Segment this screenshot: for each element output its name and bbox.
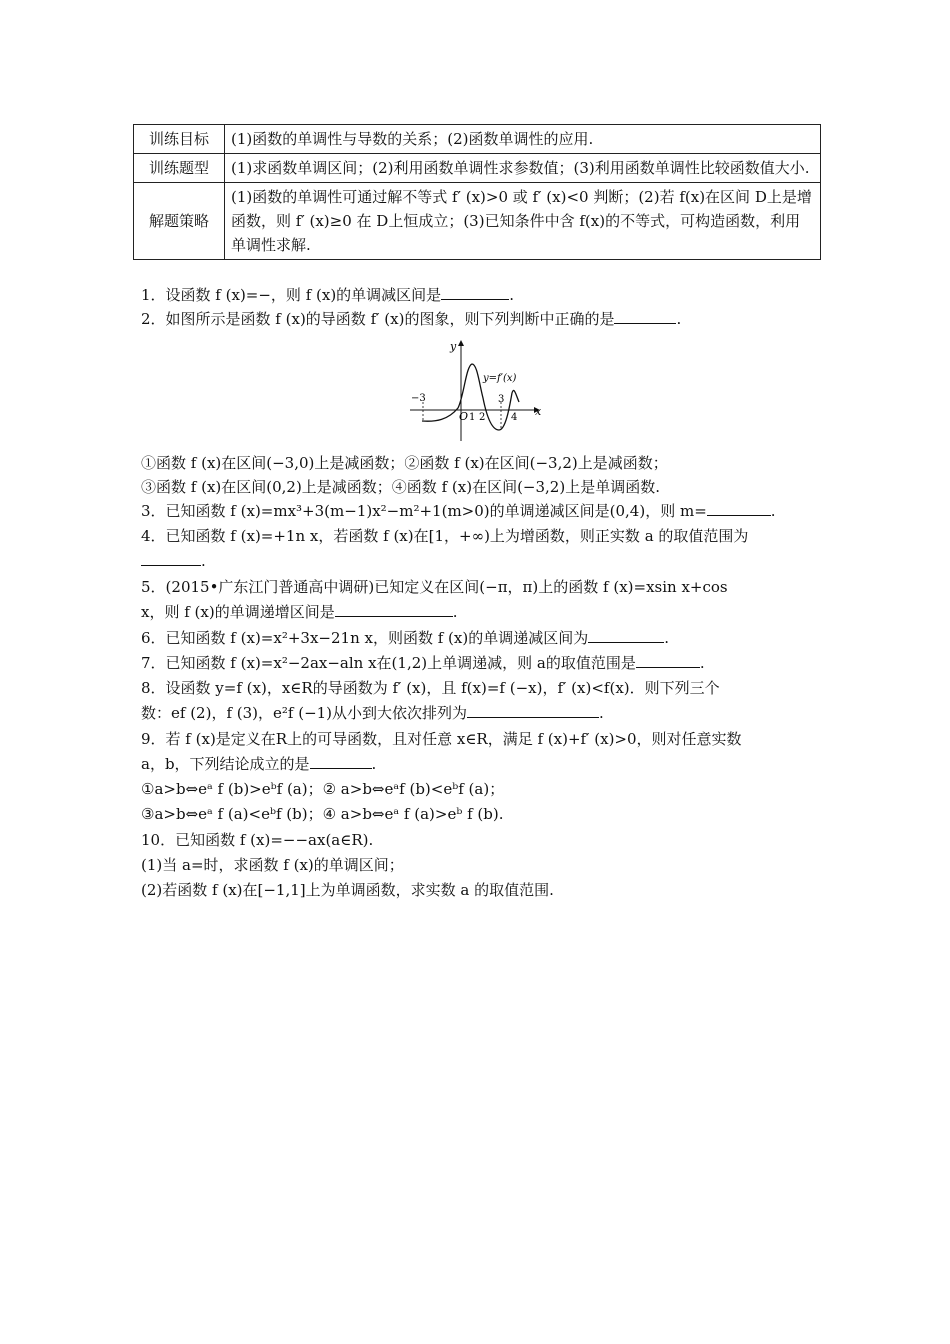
tick-label: 2 — [479, 412, 486, 423]
question-end: . — [770, 502, 776, 520]
table-row — [134, 183, 821, 260]
question-5-continued — [141, 600, 823, 625]
question-end: . — [201, 552, 206, 570]
question-3 — [141, 499, 823, 524]
question-text: 2．如图所示是函数 f (x)的导函数 f′ (x)的图象，则下列判断中正确的是 — [141, 310, 615, 328]
question-6 — [141, 626, 823, 651]
question-4: 4．已知函数 f (x)=+1n x，若函数 f (x)在[1，+∞)上为增函数，则正实数 a 的取值范围为 — [141, 527, 749, 545]
row-content: (1)求函数单调区间；(2)利用函数单调性求参数值；(3)利用函数单调性比较函数值大小. — [225, 154, 821, 183]
question-9-continued — [141, 752, 823, 777]
question-1 — [141, 283, 823, 308]
question-2-option-line-2: ③函数 f (x)在区间(0,2)上是减函数；④函数 f (x)在区间(−3,2)上是单调函数. — [141, 478, 660, 496]
answer-blank — [467, 703, 599, 718]
answer-blank — [335, 602, 453, 617]
question-2 — [141, 307, 823, 332]
question-end: . — [676, 310, 682, 328]
question-8: 8．设函数 y=f (x)，x∈R的导函数为 f′ (x)，且 f(x)=f (−x)，f′ (x)<f(x)．则下列三个 — [141, 679, 720, 697]
question-end: . — [699, 654, 705, 672]
question-10-part-1: (1)当 a=时，求函数 f (x)的单调区间； — [141, 856, 404, 874]
question-10: 10．已知函数 f (x)=−−ax(a∈R). — [141, 831, 374, 849]
question-text: x，则 f (x)的单调递增区间是 — [141, 603, 335, 621]
question-9-option-line-1: ①a>b⇔eᵃ f (b)>eᵇf (a)；② a>b⇔eᵃf (b)<eᵇf (a)； — [141, 780, 505, 798]
row-content: (1)函数的单调性与导数的关系；(2)函数单调性的应用. — [225, 125, 821, 154]
question-10-part-2: (2)若函数 f (x)在[−1,1]上为单调函数，求实数 a 的取值范围. — [141, 881, 554, 899]
question-5: 5．(2015•广东江门普通高中调研)已知定义在区间(−π，π)上的函数 f (x)=xsin x+cos — [141, 578, 728, 596]
question-text: 数：ef (2)，f (3)，e²f (−1)从小到大依次排列为 — [141, 704, 468, 722]
answer-blank — [614, 309, 676, 324]
training-info-table — [133, 124, 821, 260]
answer-blank — [310, 754, 372, 769]
answer-blank — [588, 628, 664, 643]
x-axis-label: x — [535, 405, 542, 418]
question-2-option-line-1: ①函数 f (x)在区间(−3,0)上是减函数；②函数 f (x)在区间(−3,2)上是减函数； — [141, 454, 668, 472]
question-end: . — [599, 704, 604, 722]
answer-blank — [636, 653, 700, 668]
tick-label: 4 — [511, 412, 518, 423]
answer-blank — [441, 285, 509, 300]
y-axis-label: y — [450, 340, 457, 353]
table-row — [134, 154, 821, 183]
question-7 — [141, 651, 823, 676]
question-8-continued — [141, 701, 823, 726]
question-end: . — [371, 755, 377, 773]
question-end: . — [509, 286, 514, 304]
question-end: . — [664, 629, 669, 647]
answer-blank — [707, 501, 771, 516]
derivative-graph — [406, 338, 546, 444]
answer-blank — [141, 551, 201, 566]
question-9: 9．若 f (x)是定义在R上的可导函数，且对任意 x∈R，满足 f (x)+f′ (x)>0，则对任意实数 — [141, 730, 742, 748]
tick-label: 1 — [469, 412, 476, 423]
row-label: 解题策略 — [134, 183, 225, 260]
row-label: 训练题型 — [134, 154, 225, 183]
question-9-option-line-2: ③a>b⇔eᵃ f (a)<eᵇf (b)；④ a>b⇔eᵃ f (a)>eᵇ f (b). — [141, 805, 504, 823]
question-end: . — [452, 603, 458, 621]
row-label: 训练目标 — [134, 125, 225, 154]
tick-label: 3 — [498, 394, 505, 405]
question-text: a，b，下列结论成立的是 — [141, 755, 310, 773]
origin-label: O — [459, 410, 469, 423]
question-4-continued — [141, 549, 823, 574]
row-content: (1)函数的单调性可通过解不等式 f′ (x)>0 或 f′ (x)<0 判断；(2)若 f(x)在区间 D上是增函数，则 f′ (x)≥0 在 D上恒成立；(3)已知条件中含 f(x)的不等式，可构造函数，利用单调性求解. — [225, 183, 821, 260]
curve-label: y=f′(x) — [483, 373, 517, 384]
table-row — [134, 125, 821, 154]
question-text: 1．设函数 f (x)=−，则 f (x)的单调减区间是 — [141, 286, 442, 304]
question-text: 6．已知函数 f (x)=x²+3x−21n x，则函数 f (x)的单调递减区间为 — [141, 629, 589, 647]
tick-label: −3 — [411, 393, 426, 404]
question-text: 7．已知函数 f (x)=x²−2ax−aln x在(1,2)上单调递减，则 a的取值范围是 — [141, 654, 636, 672]
question-text: 3．已知函数 f (x)=mx³+3(m−1)x²−m²+1(m>0)的单调递减区间是(0,4)，则 m= — [141, 502, 707, 520]
